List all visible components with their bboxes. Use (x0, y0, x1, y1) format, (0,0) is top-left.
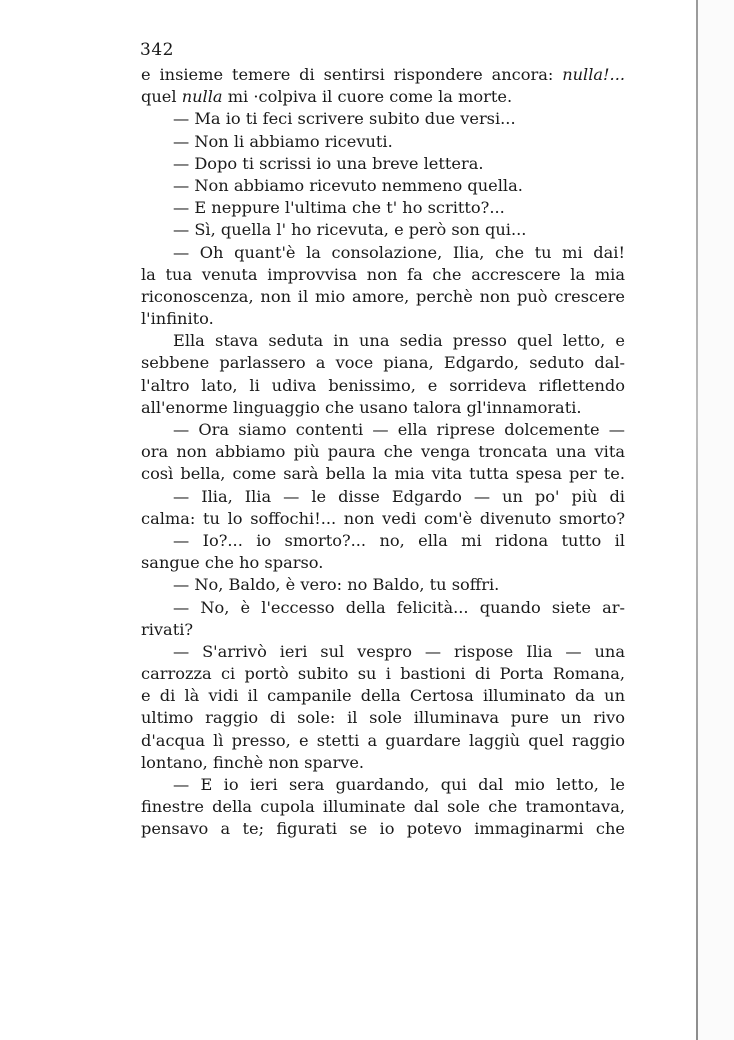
text-line (141, 796, 625, 818)
text-line (141, 352, 625, 374)
text-segment: calma: tu lo soffochi!... non vedi com'è divenuto smorto? (141, 508, 625, 528)
text-segment: — S'arrivò ieri sul vespro — rispose Ilia — una (173, 641, 625, 661)
text-segment: e insieme temere di sentirsi rispondere ancora: (141, 65, 563, 84)
text-segment: — No, Baldo, è vero: no Baldo, tu soffri. (173, 575, 500, 595)
text-line (141, 197, 625, 219)
text-line (141, 530, 625, 552)
body-text (141, 64, 625, 841)
text-segment: d'acqua lì presso, e stetti a guardare laggiù quel raggio (141, 730, 625, 750)
page-margin (698, 0, 734, 1040)
text-segment: — Io?... io smorto?... no, ella mi ridona tutto il (173, 530, 625, 550)
text-segment: rivati? (141, 619, 194, 639)
italic-word: nulla (181, 87, 223, 107)
text-line (141, 730, 625, 752)
text-line (141, 330, 625, 352)
text-line (141, 419, 625, 441)
text-line (141, 774, 625, 796)
text-line (141, 219, 625, 241)
text-segment: Ella stava seduta in una sedia presso quel letto, e (173, 331, 625, 351)
text-line (141, 619, 625, 641)
text-segment: — Non abbiamo ricevuto nemmeno quella. (173, 175, 523, 195)
text-line (141, 108, 625, 130)
text-segment: — Oh quant'è la consolazione, Ilia, che tu mi dai! (173, 242, 625, 262)
text-segment: — Dopo ti scrissi io una breve lettera. (173, 153, 484, 173)
page-edge (696, 0, 698, 1040)
text-segment: sebbene parlassero a voce piana, Edgardo, seduto dal- (141, 353, 625, 373)
text-line (141, 486, 625, 508)
text-segment: — Sì, quella l' ho ricevuta, e però son qui... (173, 220, 527, 240)
text-line (141, 508, 625, 530)
text-line (141, 308, 625, 330)
text-line (141, 574, 625, 596)
text-line (141, 441, 625, 463)
text-line (141, 153, 625, 175)
text-segment: — Ora siamo contenti — ella riprese dolcemente — (173, 420, 625, 439)
text-segment: quel (141, 87, 182, 107)
text-segment: — Non li abbiamo ricevuti. (173, 131, 393, 151)
page-number: 342 (140, 40, 174, 60)
text-segment: — Ilia, Ilia — le disse Edgardo — un po' più di (173, 486, 625, 506)
text-segment: mi ·colpiva il cuore come la morte. (222, 87, 513, 107)
text-segment: all'enorme linguaggio che usano talora gl'innamorati. (141, 397, 582, 417)
text-segment: — E io ieri sera guardando, qui dal mio letto, le (173, 775, 625, 794)
text-segment: così bella, come sarà bella la mia vita tutta spesa per te. (141, 464, 625, 484)
italic-word: nulla!... (562, 65, 625, 84)
text-segment: — No, è l'eccesso della felicità... quando siete ar- (173, 597, 625, 617)
text-segment: pensavo a te; figurati se io potevo immaginarmi che (141, 819, 625, 839)
text-line (141, 86, 625, 108)
text-line (141, 641, 625, 663)
text-line (141, 131, 625, 153)
text-line (141, 64, 625, 86)
text-line (141, 597, 625, 619)
text-segment: — E neppure l'ultima che t' ho scritto?... (173, 198, 505, 218)
text-line (141, 264, 625, 286)
text-segment: ultimo raggio di sole: il sole illuminava pure un rivo (141, 708, 625, 728)
text-line (141, 663, 625, 685)
text-line (141, 286, 625, 308)
text-segment: l'altro lato, li udiva benissimo, e sorrideva riflettendo (141, 375, 625, 395)
text-line (141, 463, 625, 485)
text-line (141, 685, 625, 707)
text-line (141, 707, 625, 729)
text-line (141, 552, 625, 574)
text-segment: sangue che ho sparso. (141, 553, 324, 573)
text-line (141, 242, 625, 264)
text-segment: — Ma io ti feci scrivere subito due versi... (173, 109, 516, 129)
text-segment: riconoscenza, non il mio amore, perchè non può crescere (141, 286, 625, 306)
text-segment: carrozza ci portò subito su i bastioni di Porta Romana, (141, 664, 625, 684)
text-segment: finestre della cupola illuminate dal sole che tramontava, (141, 797, 625, 817)
text-line (141, 175, 625, 197)
text-segment: ora non abbiamo più paura che venga troncata una vita (141, 442, 625, 462)
text-segment: l'infinito. (141, 309, 214, 329)
text-line (141, 752, 625, 774)
text-segment: e di là vidi il campanile della Certosa illuminato da un (141, 686, 625, 706)
text-segment: lontano, finchè non sparve. (141, 752, 365, 772)
text-line (141, 818, 625, 840)
text-segment: la tua venuta improvvisa non fa che accrescere la mia (141, 264, 625, 284)
text-line (141, 397, 625, 419)
text-line (141, 375, 625, 397)
